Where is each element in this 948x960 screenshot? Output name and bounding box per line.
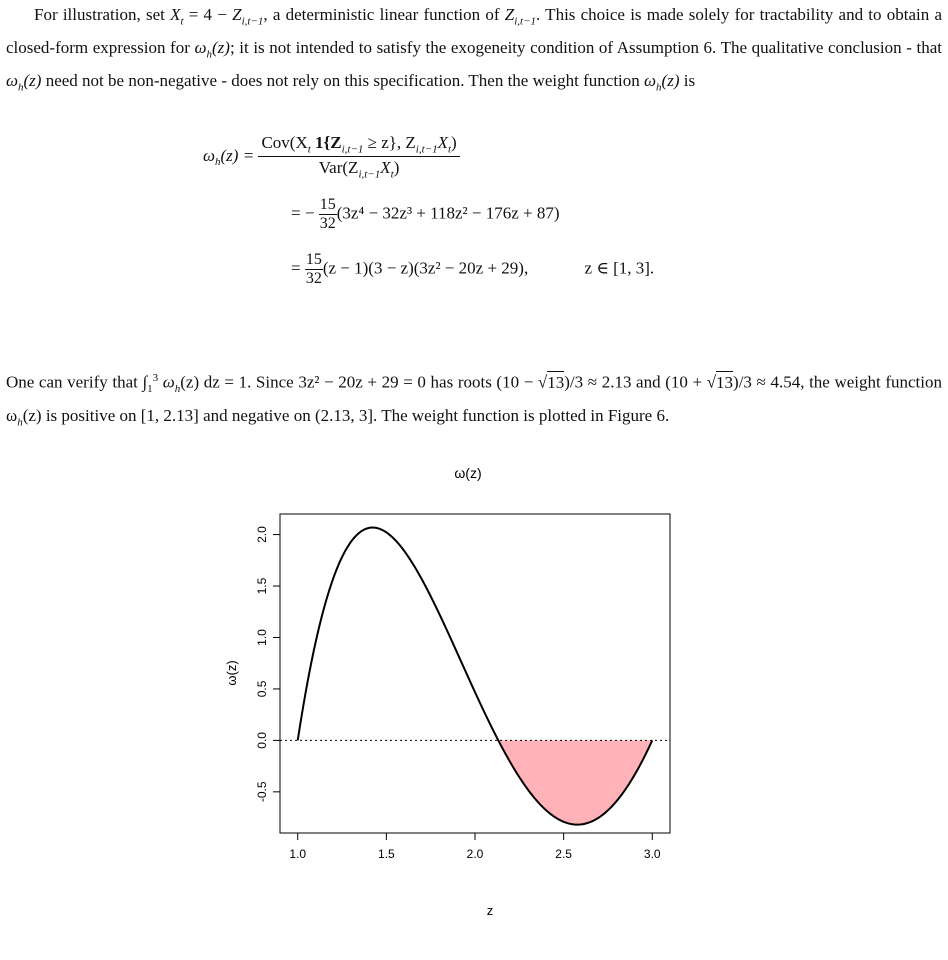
x-tick-label: 2.5 <box>555 847 572 861</box>
equation-fraction: $\frac{Cov(X_t 1\{Z_{i,t-1} \ge z\}, Z_{i,t-1}X_t)}{Var(Z_{i,t-1}X_t)}$ <box>258 133 459 181</box>
equation-line1: $\omega_h(z)$ = $\frac{Cov(X_t 1\{Z_{i,t-1} \ge z\}, Z_{i,t-1}X_t)}{Var(Z_{i,t-1}X_t)}$ <box>203 133 460 181</box>
chart-title: ω(z) <box>454 465 482 481</box>
x-tick-label: 1.0 <box>289 847 307 861</box>
paragraph-verification: One can verify that $\int_1^3$ $\omega_h(z)$ dz = 1. Since 3z² − 20z + 29 = 0 has roots (10 − √13)/3 ≈ 2.13 and (10 + √13)/3 ≈ 4.54, the weight function $\omega_h(z)$ is positive on [1, 2.13] and negative on (2.13, 3]. The weight function is plotted in Figure 6. <box>6 372 942 428</box>
x-axis-label: z <box>486 903 494 918</box>
y-tick-label: 0.5 <box>255 680 269 698</box>
weight-function-chart <box>0 455 948 955</box>
y-tick-label: 2.0 <box>255 526 269 543</box>
x-tick-label: 3.0 <box>643 847 661 861</box>
x-tick-label: 1.5 <box>378 847 395 861</box>
equation-line2: = − $\frac{15}{32}$ (3z⁴ − 32z³ + 118z² − 176z + 87) <box>291 196 560 232</box>
y-tick-label: 1.5 <box>255 577 269 595</box>
y-tick-label: 1.0 <box>255 629 269 646</box>
paragraph-intro: For illustration, set $X_t = 4 - Z_{i,t-1}$, a deterministic linear function of $Z_{i,t-1}$. This choice is made solely for tractability and to obtain a closed-form expression for $\omega_h(z)$; it is not intended to satisfy the exogeneity condition of Assumption 6. The qualitative conclusion - that $\omega_h(z)$ need not be non-negative - does not rely on this specification. Then the weight function $\omega_h(z)$ is <box>6 5 942 94</box>
x-tick-label: 2.0 <box>466 847 484 861</box>
y-axis-label: ω(z) <box>224 660 239 686</box>
y-tick-label: 0.0 <box>255 732 269 749</box>
equation-line3: = $\frac{15}{32}$ (z − 1)(3 − z)(3z² − 20z + 29), z ∈ [1, 3]. <box>291 251 655 287</box>
y-tick-label: -0.5 <box>255 781 269 803</box>
